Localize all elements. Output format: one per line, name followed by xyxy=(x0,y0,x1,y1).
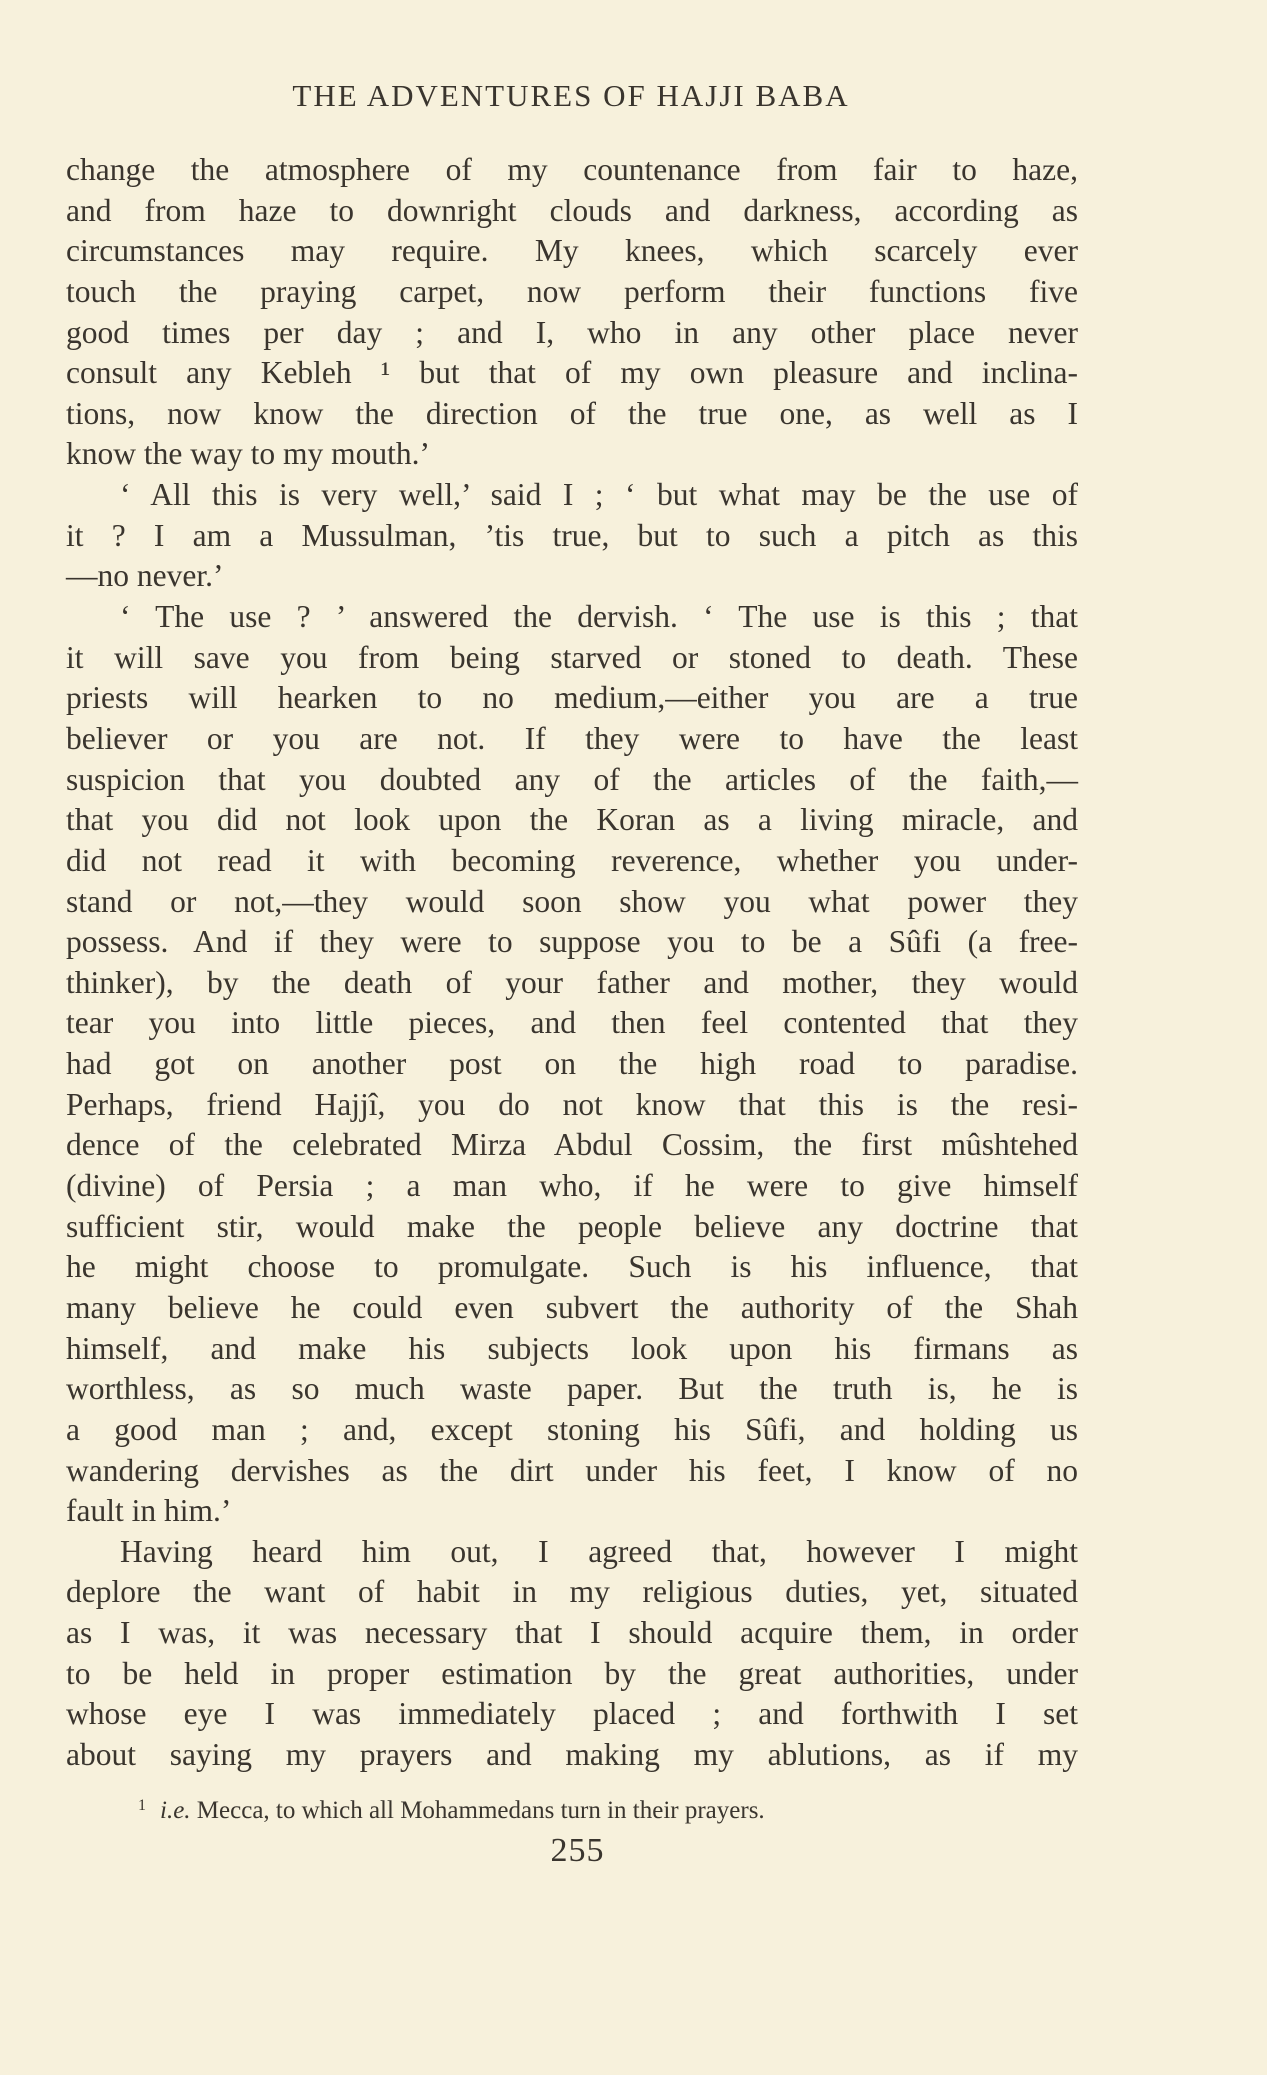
text-line: good times per day ; and I, who in any other place never xyxy=(66,314,1078,350)
text-line: many believe he could even subvert the authority of the Shah xyxy=(66,1289,1078,1325)
text-line: and from haze to downright clouds and darkness, according as xyxy=(66,192,1078,228)
text-line: suspicion that you doubted any of the articles of the faith,— xyxy=(66,761,1078,797)
text-line: he might choose to promulgate. Such is his influence, that xyxy=(66,1249,1078,1285)
text-line: change the atmosphere of my countenance from fair to haze, xyxy=(66,152,1078,187)
text-line: Perhaps, friend Hajjî, you do not know that this is the resi- xyxy=(66,1086,1078,1122)
text-line: stand or not,—they would soon show you what power they xyxy=(66,883,1078,919)
text-line: worthless, as so much waste paper. But the truth is, he is xyxy=(66,1371,1078,1407)
footnote-text: Mecca, to which all Mohammedans turn in their prayers. xyxy=(196,1797,765,1824)
body-text xyxy=(66,150,1078,1776)
text-line: Having heard him out, I agreed that, however I might xyxy=(120,1533,1078,1569)
text-line: priests will hearken to no medium,—either you are a true xyxy=(66,680,1078,716)
running-head: THE ADVENTURES OF HAJJI BABA xyxy=(292,78,850,113)
text-line: consult any Kebleh ¹ but that of my own pleasure and inclina- xyxy=(66,355,1078,391)
text-line: as I was, it was necessary that I should acquire them, in order xyxy=(66,1615,1078,1651)
footnote-marker: 1 xyxy=(138,1797,146,1814)
text-line: ‘ The use ? ’ answered the dervish. ‘ The use is this ; that xyxy=(120,599,1078,635)
page-number: 255 xyxy=(550,1832,605,1869)
text-line: circumstances may require. My knees, which scarcely ever xyxy=(66,233,1078,269)
text-line: did not read it with becoming reverence, whether you under- xyxy=(66,842,1078,878)
text-line: dence of the celebrated Mirza Abdul Cossim, the first mûshtehed xyxy=(66,1127,1078,1163)
text-line: (divine) of Persia ; a man who, if he were to give himself xyxy=(66,1168,1078,1204)
footnote-abbrev: i.e. xyxy=(160,1797,191,1824)
text-line: had got on another post on the high road to paradise. xyxy=(66,1046,1078,1082)
text-line: it will save you from being starved or stoned to death. These xyxy=(66,639,1078,675)
text-line: that you did not look upon the Koran as a living miracle, and xyxy=(66,802,1078,838)
text-line: a good man ; and, except stoning his Sûfi, and holding us xyxy=(66,1411,1078,1447)
text-line: it ? I am a Mussulman, ’tis true, but to such a pitch as this xyxy=(66,517,1078,553)
text-line: tions, now know the direction of the true one, as well as I xyxy=(66,395,1078,431)
text-line: sufficient stir, would make the people believe any doctrine that xyxy=(66,1208,1078,1244)
text-line: —no never.’ xyxy=(66,558,224,594)
footnote xyxy=(138,1789,1018,1828)
text-line: believer or you are not. If they were to have the least xyxy=(66,720,1078,756)
text-line: touch the praying carpet, now perform their functions five xyxy=(66,273,1078,309)
text-line: possess. And if they were to suppose you to be a Sûfi (a free- xyxy=(66,924,1078,960)
text-line: himself, and make his subjects look upon his firmans as xyxy=(66,1330,1078,1366)
text-line: wandering dervishes as the dirt under his feet, I know of no xyxy=(66,1452,1078,1488)
text-line: know the way to my mouth.’ xyxy=(66,436,430,472)
text-line: to be held in proper estimation by the great authorities, under xyxy=(66,1655,1078,1691)
text-line: deplore the want of habit in my religious duties, yet, situated xyxy=(66,1574,1078,1610)
text-line: about saying my prayers and making my ablutions, as if my xyxy=(66,1736,1078,1772)
text-line: fault in him.’ xyxy=(66,1493,232,1529)
text-line: thinker), by the death of your father and mother, they would xyxy=(66,964,1078,1000)
text-line: tear you into little pieces, and then feel contented that they xyxy=(66,1005,1078,1041)
text-line: whose eye I was immediately placed ; and forthwith I set xyxy=(66,1696,1078,1732)
text-line: ‘ All this is very well,’ said I ; ‘ but what may be the use of xyxy=(120,477,1078,513)
